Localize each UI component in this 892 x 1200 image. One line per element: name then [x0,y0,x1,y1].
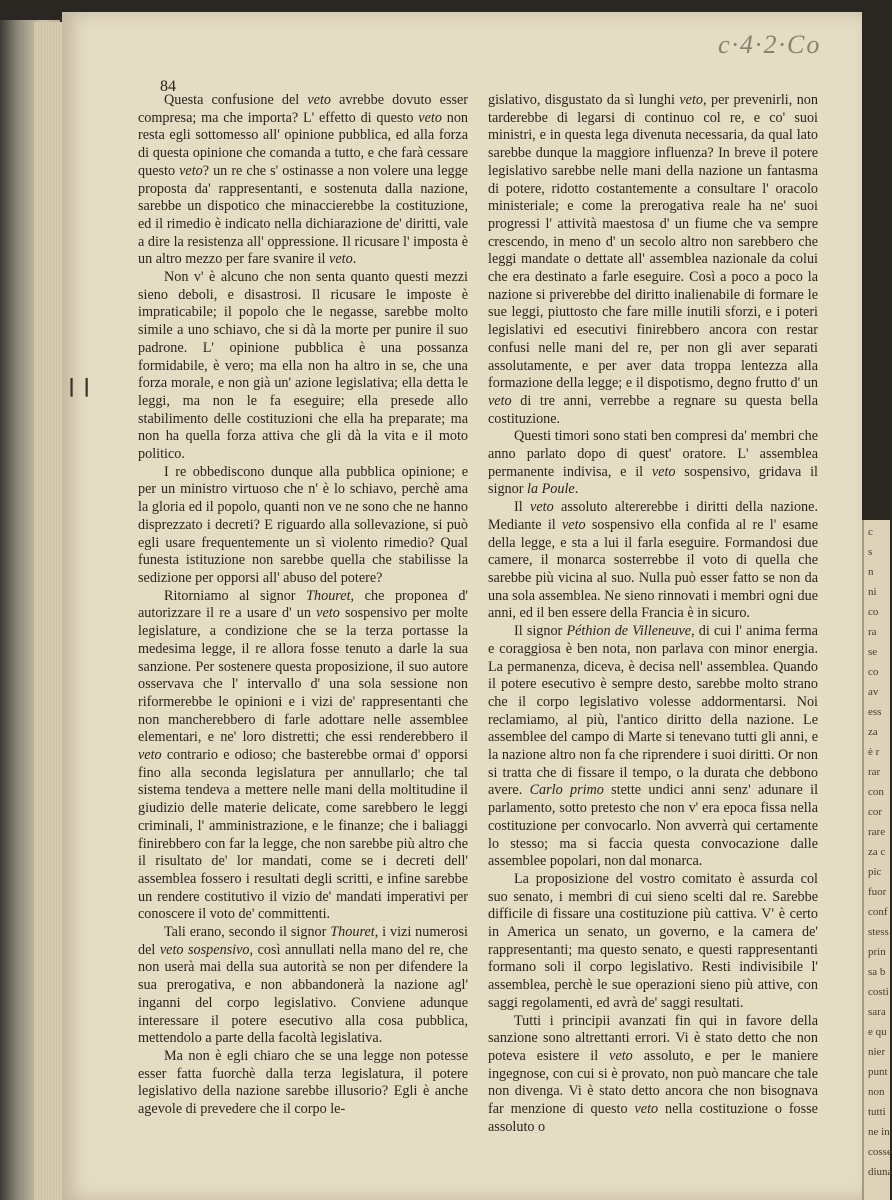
adjacent-page-text-fragment: ni [868,586,877,598]
adjacent-page-text-fragment: diuna [868,1166,892,1178]
adjacent-page-text-fragment: cosse [868,1146,892,1158]
paragraph: Non v' è alcuno che non senta quanto questi mezzi sieno deboli, e disastrosi. Il ricusare le imposte è impraticabile; il popolo che le negasse, sarebbe molto simile a uno schiavo, che si dà la morte per punire il suo padrone. L' opinione pubblica è una possanza formidabile, è vero; ma ella non ha altro in se, che una forza morale, e non già un' azione legislativa; ella detta le leggi, ma non le fa eseguire; ella presede allo stabilimento delle costituzioni che ella ha preparate; ma non ha quella forza attiva che gli dà la vita e il moto politico. [138,269,468,463]
adjacent-page-text-fragment: con [868,786,884,798]
adjacent-page-text-fragment: za c [868,846,886,858]
adjacent-page-text-fragment: c [868,526,873,538]
adjacent-page-text-fragment: cor [868,806,883,818]
adjacent-page-text-fragment: s [868,546,873,558]
adjacent-page-text-fragment: ra [868,626,877,638]
paragraph: Ritorniamo al signor Thouret, che proponea d' autorizzare il re a usare d' un veto sospensivo per molte legislature, a condizione che se la terza portasse la medesima legge, il re allora fosse tenuto a darle la sua sanzione. Per sostenere questa proposizione, il suo autore osservava che l' intervallo d' una sola sessione non riformerebbe le opinioni e i vizi de' rappresentanti che non mancherebbero di farle adottare nelle assemblee elementari, e ne' loro distretti; che essi renderebbero il veto contrario e odioso; che basterebbe ormai d' opporsi fino alla seconda legislatura per annullarlo; che tal sistema tendeva a mettere nelle mani della moltitudine il giudizio delle materie delicate, come sarebbero le leggi criminali, l' amministrazione, e le finanze; che i baliaggi finirebbero con far la legge, che non sarebbe più altro che il risultato de' lor mandati, come se i decreti dell' assemblea fossero i resultati degli scritti, e infine sarebbe un rendere costitutivo il vizio de' mandati imperativi per conoscere il voto de' committenti. [138,587,468,923]
paragraph: Questa confusione del veto avrebbe dovuto esser compresa; ma che importa? L' effetto di questo veto non resta egli sottomesso all' opinione pubblica, ed alla forza di questa opinione che comanda a tutto, e che farà cessare questo veto? un re che s' ostinasse a non volere una legge proposta da' rappresentanti, e sostenuta dalla nazione, sarebbe un dispotico che minaccierebbe la costituzione, ed il rimedio è indicato nella dichiarazione de' diritti, vale a dire la resistenza all' oppressione. Il ricusare l' imposta è un altro mezzo per fare svanire il veto. [138,92,469,268]
text-column-left [138,92,468,1182]
adjacent-page-text-fragment: rar [868,766,881,778]
paragraph: La proposizione del vostro comitato è assurda col suo senato, i membri di cui sieno scelti dal re. Sarebbe difficile di fissare una costituzione più cattiva. V' è certo in America un senato, un governo, e la camera de' rappresentanti; ma questo senato, e questi rappresentanti formano soli il corpo legislativo. Resti indivisibile l' assemblea, perchè le sue operazioni sieno più attive, con saggi regolamenti, ed avrà de' saggi resultati. [488,870,818,1011]
adjacent-page-text-fragment: fuor [868,886,887,898]
text-column-right [488,92,818,1182]
adjacent-page-text-fragment: stess [868,926,889,938]
paragraph: Tali erano, secondo il signor Thouret, i vizi numerosi del veto sospensivo, così annullati nella mano del re, che non userà mai della sua autorità se non per difendere la sua prerogativa, e non abbandonerà la nazione agl' inganni del corpo legislativo. Conviene adunque interessare il potere esecutivo alla cosa pubblica, mettendolo a parte della facoltà legislativa. [138,924,468,1047]
adjacent-page-text-fragment: ess [868,706,882,718]
paragraph: gislativo, disgustato da sì lunghi veto, per prevenirli, non tarderebbe di legarsi di continuo col re, e co' suoi ministri, e in questa lega divenuta necessaria, da qual lato sarebbe dunque la maggiore influenza? In breve il potere legislativo sarebbe nelle mani della nazione un fantasma di potere, ridotto costantemente a consultare l' oracolo ministeriale; e come la prerogativa reale ha ne' suoi progressi l' attività maestosa d' un fiume che va sempre crescendo, in meno d' un secolo altro non sarebbero che leggi mandate o dettate all' assemblea nazionale da colui che era destinato a farle eseguire. Così a poco a poco la nazione si priverebbe del diritto inalienabile di formare le sue leggi, piuttosto che fare mille inutili sforzi, e i poteri legislativi ed esecutivi finirebbero ancora con restar confusi nelle mani del re, per non gli aver separati assolutamente, e per aver data troppa lentezza alla formazione della legge; e il dispotismo, degno frutto d' un veto di tre anni, verrebbe a regnare su questa bella costituzione. [488,92,818,427]
adjacent-page-text-fragment: è r [868,746,880,758]
adjacent-page-text-fragment: co [868,606,879,618]
adjacent-page-text-fragment: rare [868,826,886,838]
paragraph: Ma non è egli chiaro che se una legge non potesse esser fatta fuorchè dalla terza legislatura, il potere legislativo della nazione sarebbe illusorio? Egli è anche agevole di prevedere che il corpo le- [138,1047,468,1118]
paragraph: Questi timori sono stati ben compresi da' membri che anno parlato dopo di quest' oratore. L' assemblea permanente indivisa, e il veto sospensivo, gridava il signor la Poule. [488,428,818,498]
adjacent-page-text-fragment: prin [868,946,886,958]
adjacent-page-text-fragment: nier [868,1046,886,1058]
margin-mark: ❘❘ [64,376,95,396]
handwritten-scribble: c·4·2·Co [718,30,822,59]
adjacent-page-text-fragment: conf [868,906,888,918]
adjacent-page-text-fragment: tutti [868,1106,886,1118]
adjacent-page-text-fragment: costi [868,986,889,998]
adjacent-page-text-fragment: ne in [868,1126,890,1138]
adjacent-page-text-fragment: za [868,726,878,738]
paragraph: Tutti i principii avanzati fin qui in favore della sanzione sono altrettanti errori. Vi è stato detto che non poteva esistere il veto assoluto, e per le maniere ingegnose, con cui si è provato, non può mancare che tale non divenga. Vi è stato detto ancora che non bisognava far menzione di questo veto nella costituzione o fosse assoluto o [488,1012,818,1135]
adjacent-page-text-fragment: non [868,1086,885,1098]
adjacent-page-text-fragment: punt [868,1066,888,1078]
adjacent-page-text-fragment: sa b [868,966,886,978]
page-number: 84 [160,78,176,95]
adjacent-page-text-fragment: co [868,666,879,678]
adjacent-page-text-fragment: sara [868,1006,886,1018]
adjacent-page-text-fragment: pic [868,866,882,878]
adjacent-page-text-fragment: av [868,686,879,698]
adjacent-page-edge [862,520,890,1200]
paragraph: Il signor Péthion de Villeneuve, di cui l' anima ferma e coraggiosa è ben nota, non parlava con minor energia. La permanenza, diceva, è decisa nell' assemblea. Quando il potere esecutivo è sempre desto, sarebbe molto strano che il corpo legislativo volesse addormentarsi. Noi reclamiamo, al più, l'antico diritto della nazione. Le assemblee del campo di Marte si tenevano tutti gli anni, e la nazione altro non fa che riprendere i suoi diritti. Or non si tratta che di fissare il tempo, o la durata che debbono avere. Carlo primo stette undici anni senz' adunare il parlamento, sotto pretesto che non v' era epoca fissa nella costituzione per convocarlo. Non avverrà qui certamente lo stesso; ma si faccia questa convocazione dalle assemblee popolari, non dal monarca. [488,623,819,870]
adjacent-page-text-fragment: e qu [868,1026,887,1038]
adjacent-page-text-fragment: se [868,646,878,658]
adjacent-page-text-fragment: n [868,566,874,578]
paragraph: I re obbediscono dunque alla pubblica opinione; e per un ministro virtuoso che n' è lo schiavo, perchè ama la gloria ed il popolo, quanti non ve ne sono che ne hanno disprezzato i decreti? E riguardo alla sollevazione, si può egli usare frequentemente un sì violento rimedio? Qual funesta istituzione non sarebbe quella che stabilisse la sedizione per opporsi all' abuso del potere? [138,463,468,586]
paragraph: Il veto assoluto altererebbe i diritti della nazione. Mediante il veto sospensivo ella confida al re l' esame della legge, e sta a lui il farla eseguire. Formandosi due camere, il monarca sosterrebbe il voto di quella che sarebbe più vicina al suo. Nulla può esser fatto se non da una sola assemblea. Ne sieno rinnovati i membri ogni due anni, ed il ben essere della Francia è in sicuro. [488,499,818,622]
